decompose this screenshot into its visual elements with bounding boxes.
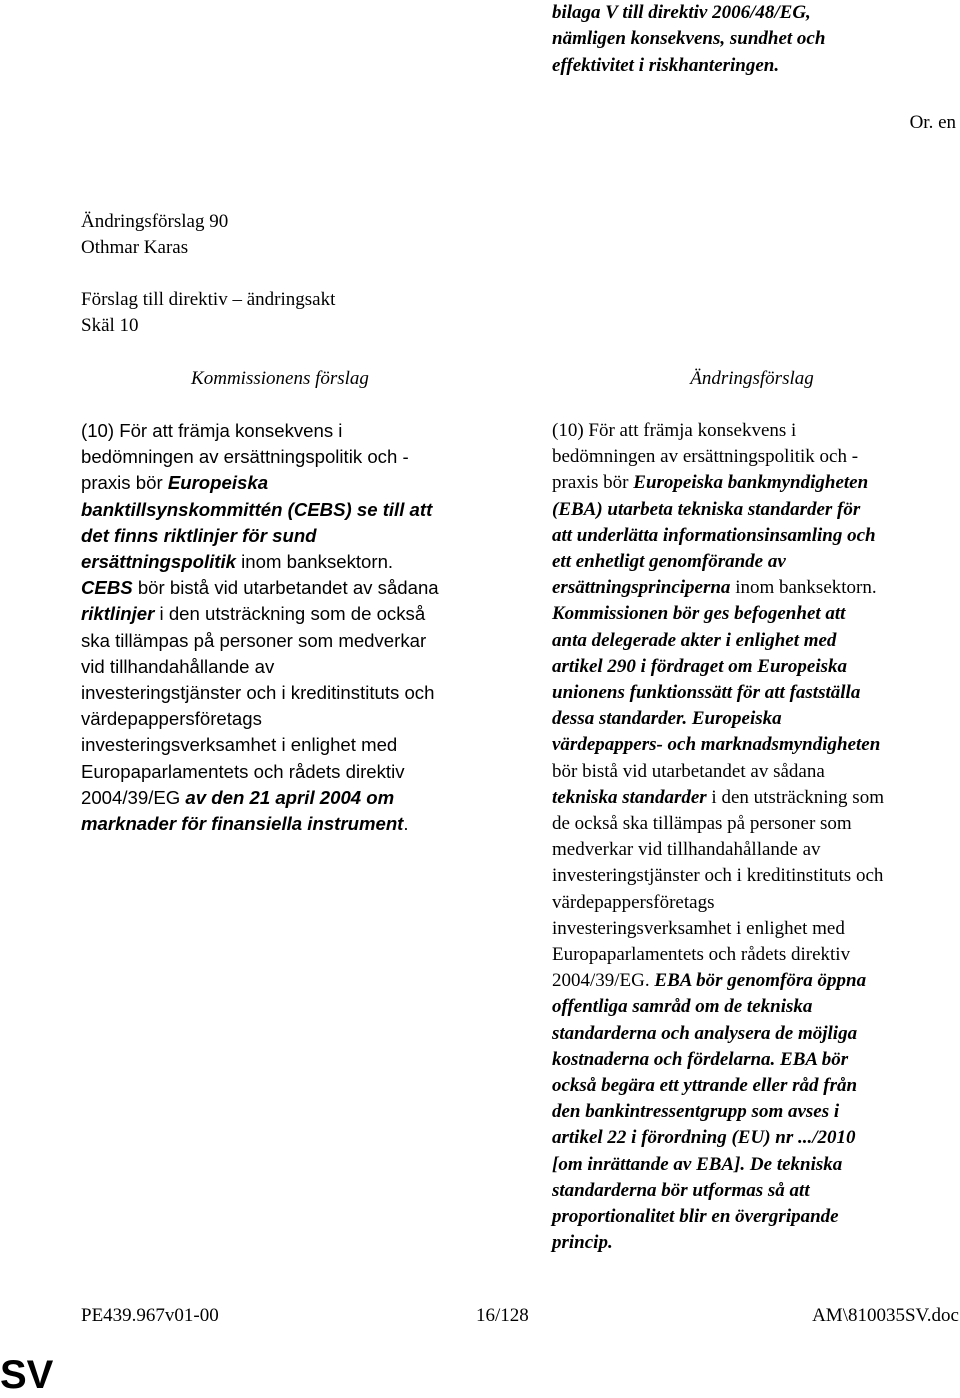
highlighted-text: offentliga samråd om de tekniska: [552, 996, 813, 1018]
text-line: [552, 968, 960, 994]
highlighted-text: proportionalitet blir en övergripande: [552, 1206, 839, 1228]
plain-text: 2004/39/EG: [81, 786, 186, 808]
highlighted-text: banktillsynskommittén (CEBS) se till att: [81, 498, 433, 520]
plain-text: värdepappersföretags: [81, 708, 262, 730]
text-line: [552, 942, 960, 968]
text-line: [552, 1125, 960, 1151]
recital-number: Skäl 10: [81, 315, 139, 336]
plain-text: bedömningen av ersättningspolitik och -: [81, 446, 409, 468]
highlighted-text: Europeiska: [167, 472, 269, 494]
text-line: [552, 444, 960, 470]
page-footer: [81, 1305, 959, 1333]
plain-text: 2004/39/EG.: [552, 970, 655, 992]
highlighted-text: (EBA) utarbeta tekniska standarder för: [552, 498, 861, 520]
text-line: [552, 628, 960, 654]
text-line: [552, 497, 960, 523]
plain-text: praxis bör: [81, 472, 168, 494]
amendment-number: 90: [209, 211, 229, 232]
plain-text: bör bistå vid utarbetandet av sådana: [132, 577, 439, 599]
top-note-line: bilaga V till direktiv 2006/48/EG,: [552, 2, 811, 23]
document-filename: AM\810035SV.doc: [812, 1305, 959, 1326]
text-line: [81, 549, 491, 575]
plain-text: bedömningen av ersättningspolitik och -: [552, 446, 859, 468]
text-line: [552, 785, 960, 811]
plain-text: ska tillämpas på personer som medverkar: [81, 629, 427, 651]
highlighted-text: riktlinjer: [81, 603, 155, 625]
continued-recital-text: [552, 0, 952, 79]
text-line: [81, 811, 491, 837]
amendment-text: [552, 418, 960, 1257]
highlighted-text: marknader för finansiella instrument: [81, 813, 404, 835]
highlighted-text: kostnaderna och fördelarna. EBA bör: [552, 1048, 849, 1070]
text-line: [552, 680, 960, 706]
plain-text: investeringstjänster och i kreditinstituts och: [552, 865, 884, 887]
highlighted-text: ersättningspolitik: [81, 551, 236, 573]
text-line: [81, 470, 491, 496]
text-line: [552, 837, 960, 863]
highlighted-text: artikel 290 i fördraget om Europeiska: [552, 655, 848, 677]
plain-text: (10) För att främja konsekvens i: [552, 420, 797, 441]
amendment-author: Othmar Karas: [81, 237, 189, 258]
highlighted-text: standarderna och analysera de möjliga: [552, 1022, 858, 1044]
text-line: [552, 549, 960, 575]
top-note-line: effektivitet i riskhanteringen.: [552, 54, 780, 76]
text-line: [81, 497, 491, 523]
text-line: [552, 654, 960, 680]
text-line: [552, 1204, 960, 1230]
language-mark: SV: [0, 1353, 54, 1397]
text-line: [552, 916, 960, 942]
highlighted-text: värdepappers- och marknadsmyndigheten: [552, 734, 881, 756]
text-line: [552, 1230, 960, 1256]
text-line: [81, 601, 491, 627]
text-line: [81, 680, 491, 706]
text-line: [552, 1073, 960, 1099]
text-line: [552, 601, 960, 627]
text-line: [81, 785, 491, 811]
text-line: [552, 1099, 960, 1125]
text-line: [81, 759, 491, 785]
plain-text: värdepappersföretags: [552, 891, 715, 913]
document-reference: PE439.967v01-00: [81, 1305, 219, 1326]
highlighted-text: ersättningsprinciperna: [552, 577, 731, 599]
proposal-header: [81, 287, 335, 339]
text-line: [552, 575, 960, 601]
highlighted-text: Europeiska bankmyndigheten: [633, 472, 869, 494]
highlighted-text: ett enhetligt genomförande av: [552, 551, 786, 573]
plain-text: investeringsverksamhet i enlighet med: [81, 734, 398, 756]
page-number: 16/128: [476, 1305, 529, 1326]
highlighted-text: tekniska standarder: [552, 786, 707, 808]
highlighted-text: av den 21 april 2004 om: [185, 786, 395, 808]
text-line: [552, 811, 960, 837]
plain-text: investeringstjänster och i kreditinstituts och: [81, 682, 435, 704]
commission-proposal-text: [81, 418, 491, 837]
plain-text: Europaparlamentets och rådets direktiv: [81, 760, 405, 782]
highlighted-text: unionens funktionssätt för att fastställa: [552, 682, 861, 704]
plain-text: investeringsverksamhet i enlighet med: [552, 917, 845, 939]
text-line: [552, 994, 960, 1020]
highlighted-text: anta delegerade akter i enlighet med: [552, 629, 837, 651]
text-line: [552, 1178, 960, 1204]
plain-text: i den utsträckning som: [706, 786, 884, 808]
plain-text: medverkar vid tillhandahållande av: [552, 839, 821, 861]
plain-text: Europaparlamentets och rådets direktiv: [552, 944, 851, 966]
text-line: [552, 470, 960, 496]
highlighted-text: EBA bör genomföra öppna: [654, 970, 867, 992]
text-line: [81, 628, 491, 654]
text-line: [552, 1021, 960, 1047]
amendment-heading: Ändringsförslag: [690, 368, 814, 389]
text-line: [552, 759, 960, 785]
text-line: [81, 732, 491, 758]
plain-text: de också ska tillämpas på personer som: [552, 813, 852, 835]
plain-text: praxis bör: [552, 472, 634, 494]
text-line: [81, 706, 491, 732]
amendment-label: Ändringsförslag: [81, 211, 205, 232]
text-line: [552, 418, 960, 444]
text-line: [552, 1047, 960, 1073]
plain-text: vid tillhandahållande av: [81, 655, 275, 677]
text-line: [81, 654, 491, 680]
text-line: [81, 444, 491, 470]
text-line: [552, 523, 960, 549]
commission-proposal-heading: Kommissionens förslag: [191, 368, 369, 389]
highlighted-text: att underlätta informationsinsamling och: [552, 524, 876, 546]
highlighted-text: det finns riktlinjer för sund: [81, 524, 317, 546]
highlighted-text: den bankintressentgrupp som avses i: [552, 1101, 840, 1123]
proposal-title: Förslag till direktiv – ändringsakt: [81, 289, 336, 310]
plain-text: .: [403, 813, 409, 835]
text-line: [552, 706, 960, 732]
amendment-header: [81, 209, 228, 261]
plain-text: (10) För att främja konsekvens i: [81, 420, 343, 441]
highlighted-text: också begära ett yttrande eller råd från: [552, 1075, 858, 1097]
text-line: [552, 890, 960, 916]
plain-text: i den utsträckning som de också: [154, 603, 426, 625]
highlighted-text: dessa standarder. Europeiska: [552, 708, 782, 730]
text-line: [552, 732, 960, 758]
highlighted-text: Kommissionen bör ges befogenhet att: [552, 603, 846, 625]
highlighted-text: CEBS: [81, 577, 133, 599]
highlighted-text: artikel 22 i förordning (EU) nr .../2010: [552, 1127, 856, 1149]
original-language: Or. en: [909, 112, 956, 133]
plain-text: inom banksektorn.: [235, 551, 394, 573]
text-line: [81, 523, 491, 549]
text-line: [81, 575, 491, 601]
highlighted-text: [om inrättande av EBA]. De tekniska: [552, 1153, 843, 1175]
text-line: [552, 1152, 960, 1178]
highlighted-text: standarderna bör utformas så att: [552, 1179, 810, 1201]
highlighted-text: princip.: [552, 1232, 613, 1254]
plain-text: inom banksektorn.: [730, 577, 877, 599]
text-line: [81, 418, 491, 444]
plain-text: bör bistå vid utarbetandet av sådana: [552, 760, 825, 782]
text-line: [552, 863, 960, 889]
top-note-line: nämligen konsekvens, sundhet och: [552, 28, 826, 50]
